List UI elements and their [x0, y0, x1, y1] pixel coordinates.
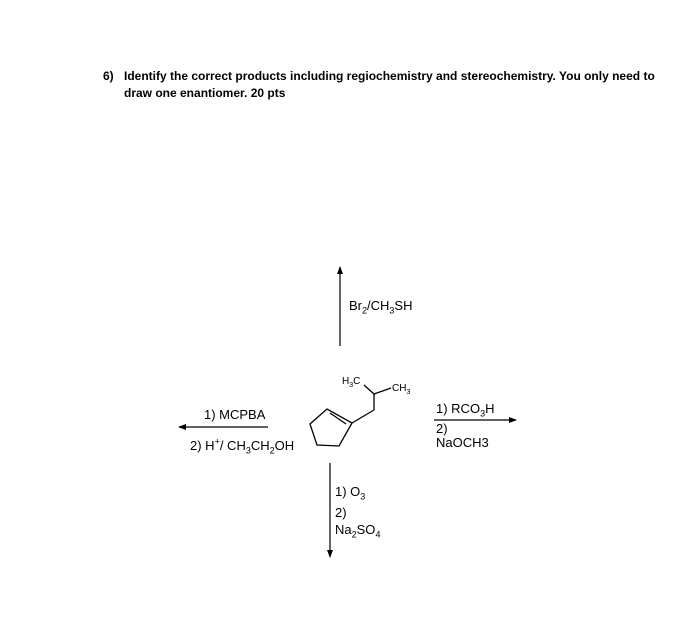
reagent-left-step2-sub2: 2	[269, 445, 275, 456]
reagent-up-br: Br	[349, 298, 362, 313]
reagent-down-step2-sub1: 2	[351, 529, 357, 540]
ch3-label	[392, 383, 410, 394]
reagent-up-mid: /CH	[367, 298, 390, 313]
h3c-h: H	[342, 376, 350, 387]
reagent-right-step1-pre: 1) RCO	[436, 401, 481, 416]
question-text-line1: Identify the correct products including regiochemistry and stereochemistry. You only need to	[124, 69, 655, 83]
reagent-up	[349, 298, 412, 314]
reagent-down-step2: 2)	[335, 505, 347, 520]
isopropyl-side-chain	[352, 385, 391, 423]
ch3-ch: CH	[392, 383, 407, 394]
reagent-up-sub2: 3	[389, 305, 395, 316]
question-number: 6)	[103, 69, 114, 83]
reagent-down-line1	[335, 484, 365, 500]
reagent-left-step2-sub1: 3	[245, 445, 251, 456]
reagent-left-step2-sup: +	[214, 436, 220, 447]
reagent-left-step2-mid2: CH	[250, 438, 270, 453]
reagent-right-step1-sub: 3	[480, 408, 486, 419]
reagent-right-step1-end: H	[485, 401, 495, 416]
reagent-right-line3	[436, 435, 489, 451]
reagent-right-step2-reagent: NaOCH3	[436, 435, 489, 450]
reagent-down-step1-sub: 3	[360, 491, 366, 502]
reagent-right-step2: 2)	[436, 421, 448, 436]
reagent-left-line1	[204, 407, 265, 423]
h3c-subscript: 3	[349, 382, 354, 389]
reagent-right-line1	[436, 401, 494, 417]
h3c-c: C	[353, 376, 361, 387]
reagent-left-step1: 1) MCPBA	[204, 407, 266, 422]
reagent-left-step2-end: OH	[274, 438, 295, 453]
h3c-label	[342, 376, 360, 387]
reagent-down-step1-pre: 1) O	[335, 484, 361, 499]
reagent-left-line2	[190, 438, 294, 454]
question-text-line2: draw one enantiomer. 20 pts	[124, 86, 286, 100]
reagent-up-sub1: 2	[362, 305, 368, 316]
reagent-up-end: SH	[394, 298, 413, 313]
cyclopentene-ring	[310, 409, 352, 446]
reagent-down-step2-pre: Na	[335, 522, 352, 537]
reagent-left-step2-mid1: / CH	[219, 438, 246, 453]
reagent-down-line3	[335, 522, 380, 538]
reagent-down-line2	[335, 505, 347, 521]
reagent-down-step2-mid: SO	[356, 522, 376, 537]
ch3-subscript: 3	[406, 389, 411, 396]
reagent-left-step2-pre: 2) H	[190, 438, 215, 453]
reagent-down-step2-sub2: 4	[375, 529, 381, 540]
